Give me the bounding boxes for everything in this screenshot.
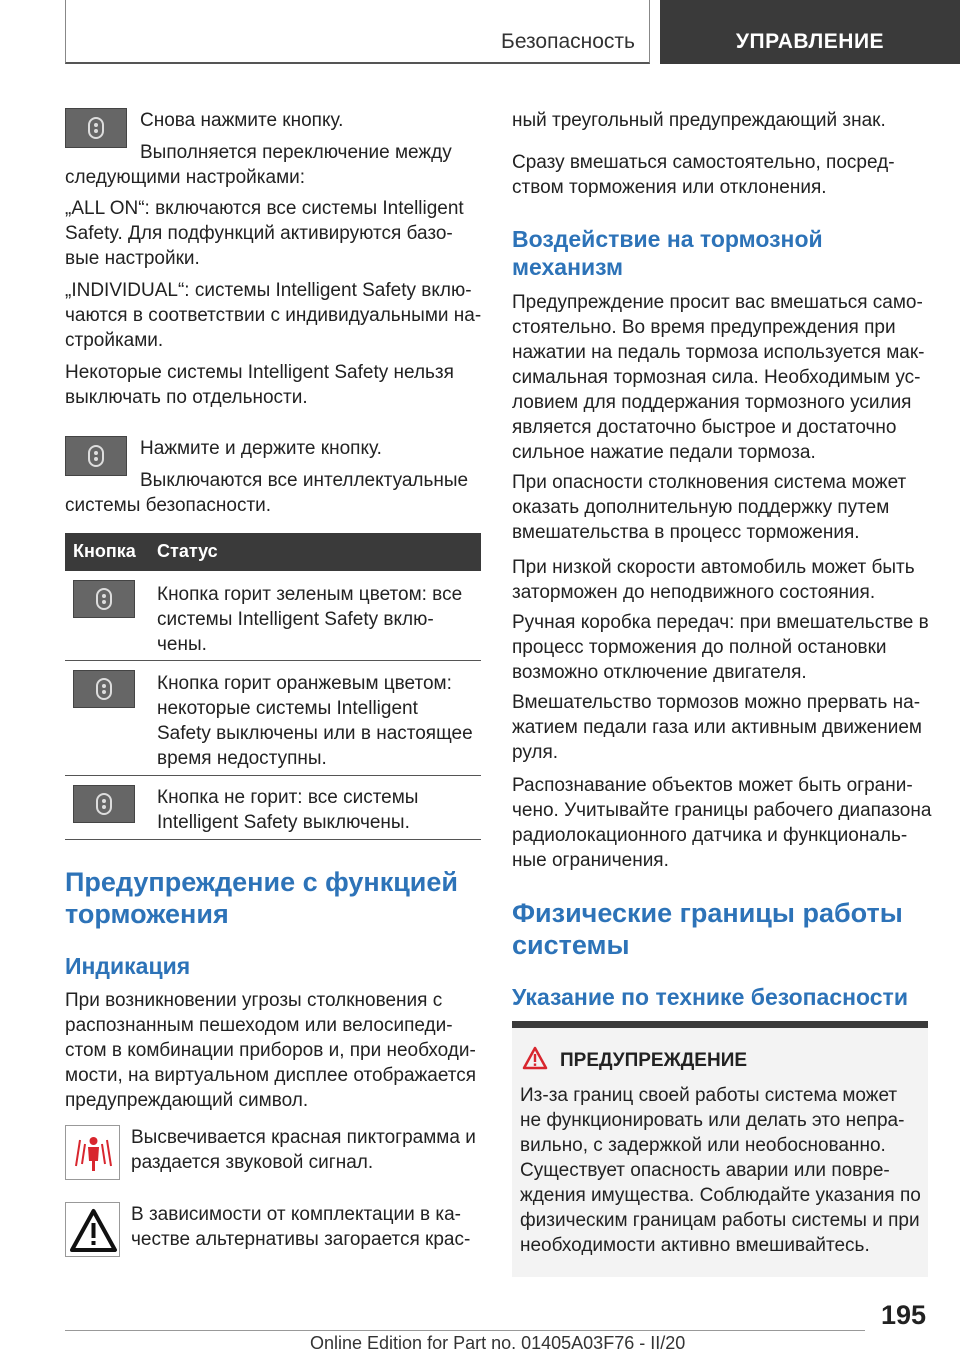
- heading-safety-note: Указание по технике безопасности: [512, 984, 908, 1010]
- edition-info: Online Edition for Part no. 01405A03F76 - II/20: [310, 1333, 686, 1353]
- step-press-again: Снова нажмите кнопку.: [140, 110, 344, 131]
- warning-title: ПРЕДУПРЕЖДЕНИЕ: [560, 1050, 748, 1071]
- paragraph-triangle-continued: ный треугольный предупреждающий знак.: [512, 110, 886, 131]
- table-divider: [65, 775, 481, 776]
- heading-indication: Индикация: [65, 953, 191, 979]
- column-status: Статус: [157, 541, 218, 561]
- status-table-header: [65, 533, 481, 571]
- paragraph-all-on: „ALL ON“: включаются все системы Intelligent Safety. Для подфункций активируются базо- вые настройки.: [65, 198, 464, 269]
- section-title: Безопасность: [501, 30, 635, 53]
- page-number: 195: [880, 1300, 926, 1330]
- paragraph-all-off: Выключаются все интеллектуальные системы безопасности.: [65, 470, 469, 516]
- warning-text: Из-за границ своей работы система может не функционировать или делать это непра- вильно, с задержкой или необоснованно. Существует опасность аварии или повре- ждения имущества. Соблюдайте указания по физическим границам работы системы и при необходимости активно вмешивайтесь.: [520, 1085, 921, 1256]
- table-row: Кнопка горит зеленым цветом: все системы Intelligent Safety вклю- чены.: [157, 584, 463, 655]
- warning-box-bar: [512, 1021, 928, 1028]
- table-row: Кнопка горит оранжевым цветом: некоторые системы Intelligent Safety выключены или в настоящее время недоступны.: [157, 673, 473, 769]
- heading-braking-warning: Предупреждение с функцией торможения: [65, 867, 459, 929]
- paragraph-interrupt: Вмешательство тормозов можно прервать на- жатием педали газа или активным движением руля.: [512, 692, 922, 763]
- paragraph-some-systems: Некоторые системы Intelligent Safety нельзя выключать по отдельности.: [65, 362, 454, 408]
- table-divider: [65, 839, 481, 840]
- paragraph-alternative: В зависимости от комплектации в ка- честве альтернативы загорается крас-: [131, 1204, 471, 1250]
- table-row: Кнопка не горит: все системы Intelligent Safety выключены.: [157, 787, 419, 833]
- paragraph-object-detection: Распознавание объектов может быть ограни- чено. Учитывайте границы рабочего диапазона радиолокационного датчика и функциональ- ные ограничения.: [512, 775, 932, 871]
- paragraph-intervene: Сразу вмешаться самостоятельно, посред- ством торможения или отклонения.: [512, 152, 895, 198]
- table-divider: [65, 660, 481, 661]
- paragraph-brake-force: Предупреждение просит вас вмешаться само- стоятельно. Во время предупреждения при нажатии на педаль тормоза используется мак- симальная тормозная сила. Необходимым ус- ловием для поддержания тормозного усилия является достаточно быстрое и достаточно сильное нажатие педали тормоза.: [512, 292, 925, 463]
- header-section-tab: [65, 0, 650, 64]
- step-press-hold: Нажмите и держите кнопку.: [140, 438, 382, 459]
- paragraph-support: При опасности столкновения система может оказать дополнительную поддержку путем вмешательства в процесс торможения.: [512, 472, 907, 543]
- footer-divider: [65, 1330, 865, 1331]
- warning-triangle-small-icon: [522, 1046, 548, 1070]
- paragraph-low-speed: При низкой скорости автомобиль может быть заторможен до неподвижного состояния.: [512, 557, 915, 603]
- button-orange-icon: [73, 670, 135, 708]
- warning-triangle-icon: [65, 1202, 120, 1257]
- header-chapter-tab: [660, 0, 960, 64]
- paragraph-red-pictogram: Высвечивается красная пиктограмма и раздается звуковой сигнал.: [131, 1127, 476, 1173]
- paragraph-switching: Выполняется переключение между следующими настройками:: [65, 142, 452, 188]
- chapter-title: УПРАВЛЕНИЕ: [735, 30, 885, 53]
- column-button: Кнопка: [73, 541, 136, 561]
- paragraph-manual-gearbox: Ручная коробка передач: при вмешательстве в процесс торможения до полной остановки возможно отключение двигателя.: [512, 612, 929, 683]
- button-off-icon: [73, 785, 135, 823]
- paragraph-individual: „INDIVIDUAL“: системы Intelligent Safety вклю- чаются в соответствии с индивидуальными на- стройками.: [65, 280, 482, 351]
- button-green-icon: [73, 580, 135, 618]
- paragraph-collision-threat: При возникновении угрозы столкновения с распознанным пешеходом или велосипеди- стом в комбинации приборов и, при необходи- мости, на виртуальном дисплее отображается предупреждающий символ.: [65, 990, 477, 1111]
- pedestrian-warning-icon: [65, 1125, 120, 1180]
- heading-physical-limits: Физические границы работы системы: [512, 898, 903, 960]
- heading-brake-intervention: Воздействие на тормозной механизм: [512, 226, 823, 280]
